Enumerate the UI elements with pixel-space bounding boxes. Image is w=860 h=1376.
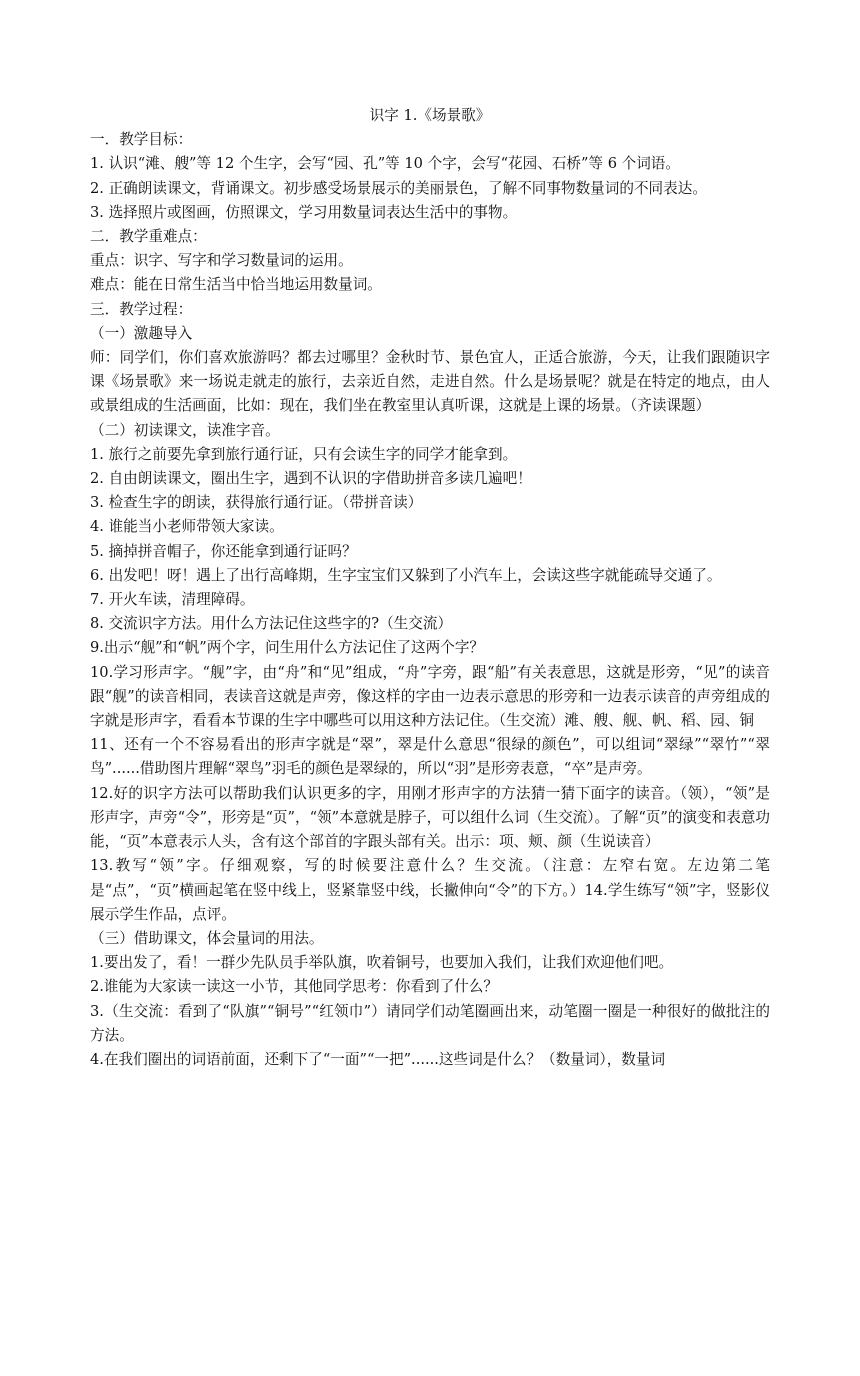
paragraph: （二）初读课文，读准字音。 [90, 421, 280, 439]
paragraph: 1.要出发了，看！一群少先队员手举队旗，吹着铜号，也要加入我们，让我们欢迎他们吧。 [90, 954, 674, 972]
paragraph: 13.教写“领”字。仔细观察，写的时候要注意什么？生交流。（注意：左窄右宽。左边第二笔是“点”，“页”横画起笔在竖中线上，竖紧靠竖中线，长撇伸向“令”的下方。）14.学生练写“领”字，竖影仪展示学生作品，点评。 [90, 857, 770, 923]
paragraph: （三）借助课文，体会量词的用法。 [90, 929, 324, 947]
paragraph: 师：同学们，你们喜欢旅游吗？都去过哪里？金秋时节、景色宜人，正适合旅游，今天，让我们跟随识字课《场景歌》来一场说走就走的旅行，去亲近自然，走进自然。什么是场景呢？就是在特定的地点，由人或景组成的生活画面，比如：现在，我们坐在教室里认真听课，这就是上课的场景。（齐读课题） [90, 349, 770, 415]
paragraph: 1. 旅行之前要先拿到旅行通行证，只有会读生字的同学才能拿到。 [90, 445, 518, 463]
paragraph: 4. 谁能当小老师带领大家读。 [90, 518, 284, 536]
document-title: 识字 1.《场景歌》 [369, 107, 491, 124]
paragraph: 8. 交流识字方法。用什么方法记住这些字的?（生交流） [90, 615, 453, 633]
paragraph: 7. 开火车读，清理障碍。 [90, 591, 255, 609]
paragraph: 难点：能在日常生活当中恰当地运用数量词。 [90, 276, 382, 294]
document-page [90, 104, 770, 1072]
paragraph: 12.好的识字方法可以帮助我们认识更多的字，用刚才形声字的方法猜一猜下面字的读音。（领），“领”是形声字，声旁“令”，形旁是“页”，“领”本意就是脖子，可以组什么词（生交流）。了解“页”的演变和表意功能，“页”本意表示人头，含有这个部首的字跟头部有关。出示：项、颊、颜（生说读音） [90, 784, 770, 851]
paragraph: 6. 出发吧！呀！遇上了出行高峰期，生字宝宝们又躲到了小汽车上，会读这些字就能疏导交通了。 [90, 566, 722, 584]
paragraph: 11、还有一个不容易看出的形声字就是“翠”，翠是什么意思“很绿的颜色”，可以组词“翠绿”“翠竹”“翠鸟”......借助图片理解“翠鸟”羽毛的颜色是翠绿的，所以“羽”是形旁表意，“卒”是声旁。 [90, 736, 770, 778]
paragraph: （一）激趣导入 [90, 324, 193, 342]
paragraph: 重点：识字、写字和学习数量词的运用。 [90, 252, 353, 270]
paragraph: 10.学习形声字。“舰”字，由“舟”和“见”组成，“舟”字旁，跟“船”有关表意思，这就是形旁，“见”的读音跟“舰”的读音相同，表读音这就是声旁，像这样的字由一边表示意思的形旁和一边表示读音的声旁组成的字就是形声字，看看本节课的生字中哪些可以用这种方法记住。（生交流）滩、艘、舰、帆、稻、园、铜 [90, 663, 770, 730]
paragraph: 三．教学过程： [90, 300, 193, 318]
paragraph: 2. 自由朗读课文，圈出生字，遇到不认识的字借助拼音多读几遍吧！ [90, 470, 532, 488]
paragraph: 9.出示“舰”和“帆”两个字，问生用什么方法记住了这两个字？ [90, 639, 485, 657]
paragraph: 3. 检查生字的朗读，获得旅行通行证。（带拼音读） [90, 494, 423, 512]
paragraph: 一．教学目标： [90, 131, 193, 149]
paragraph: 1. 认识“滩、艘”等 12 个生字，会写“园、孔”等 10 个字，会写“花园、石桥”等 6 个词语。 [90, 155, 680, 173]
paragraph: 3.（生交流：看到了“队旗”“铜号”“红领巾”）请同学们动笔圈画出来，动笔圈一圈是一种很好的做批注的方法。 [90, 1002, 770, 1044]
paragraph: 二．教学重难点： [90, 228, 207, 246]
paragraph: 3. 选择照片或图画，仿照课文，学习用数量词表达生活中的事物。 [90, 203, 518, 221]
paragraph: 2. 正确朗读课文，背诵课文。初步感受场景展示的美丽景色，了解不同事物数量词的不同表达。 [90, 179, 707, 197]
paragraph: 5. 摘掉拼音帽子，你还能拿到通行证吗？ [90, 542, 357, 560]
paragraph: 4.在我们圈出的词语前面，还剩下了“一面”“一把”......这些词是什么？（数量词），数量词 [90, 1050, 666, 1068]
paragraph: 2.谁能为大家读一读这一小节，其他同学思考：你看到了什么？ [90, 978, 498, 996]
